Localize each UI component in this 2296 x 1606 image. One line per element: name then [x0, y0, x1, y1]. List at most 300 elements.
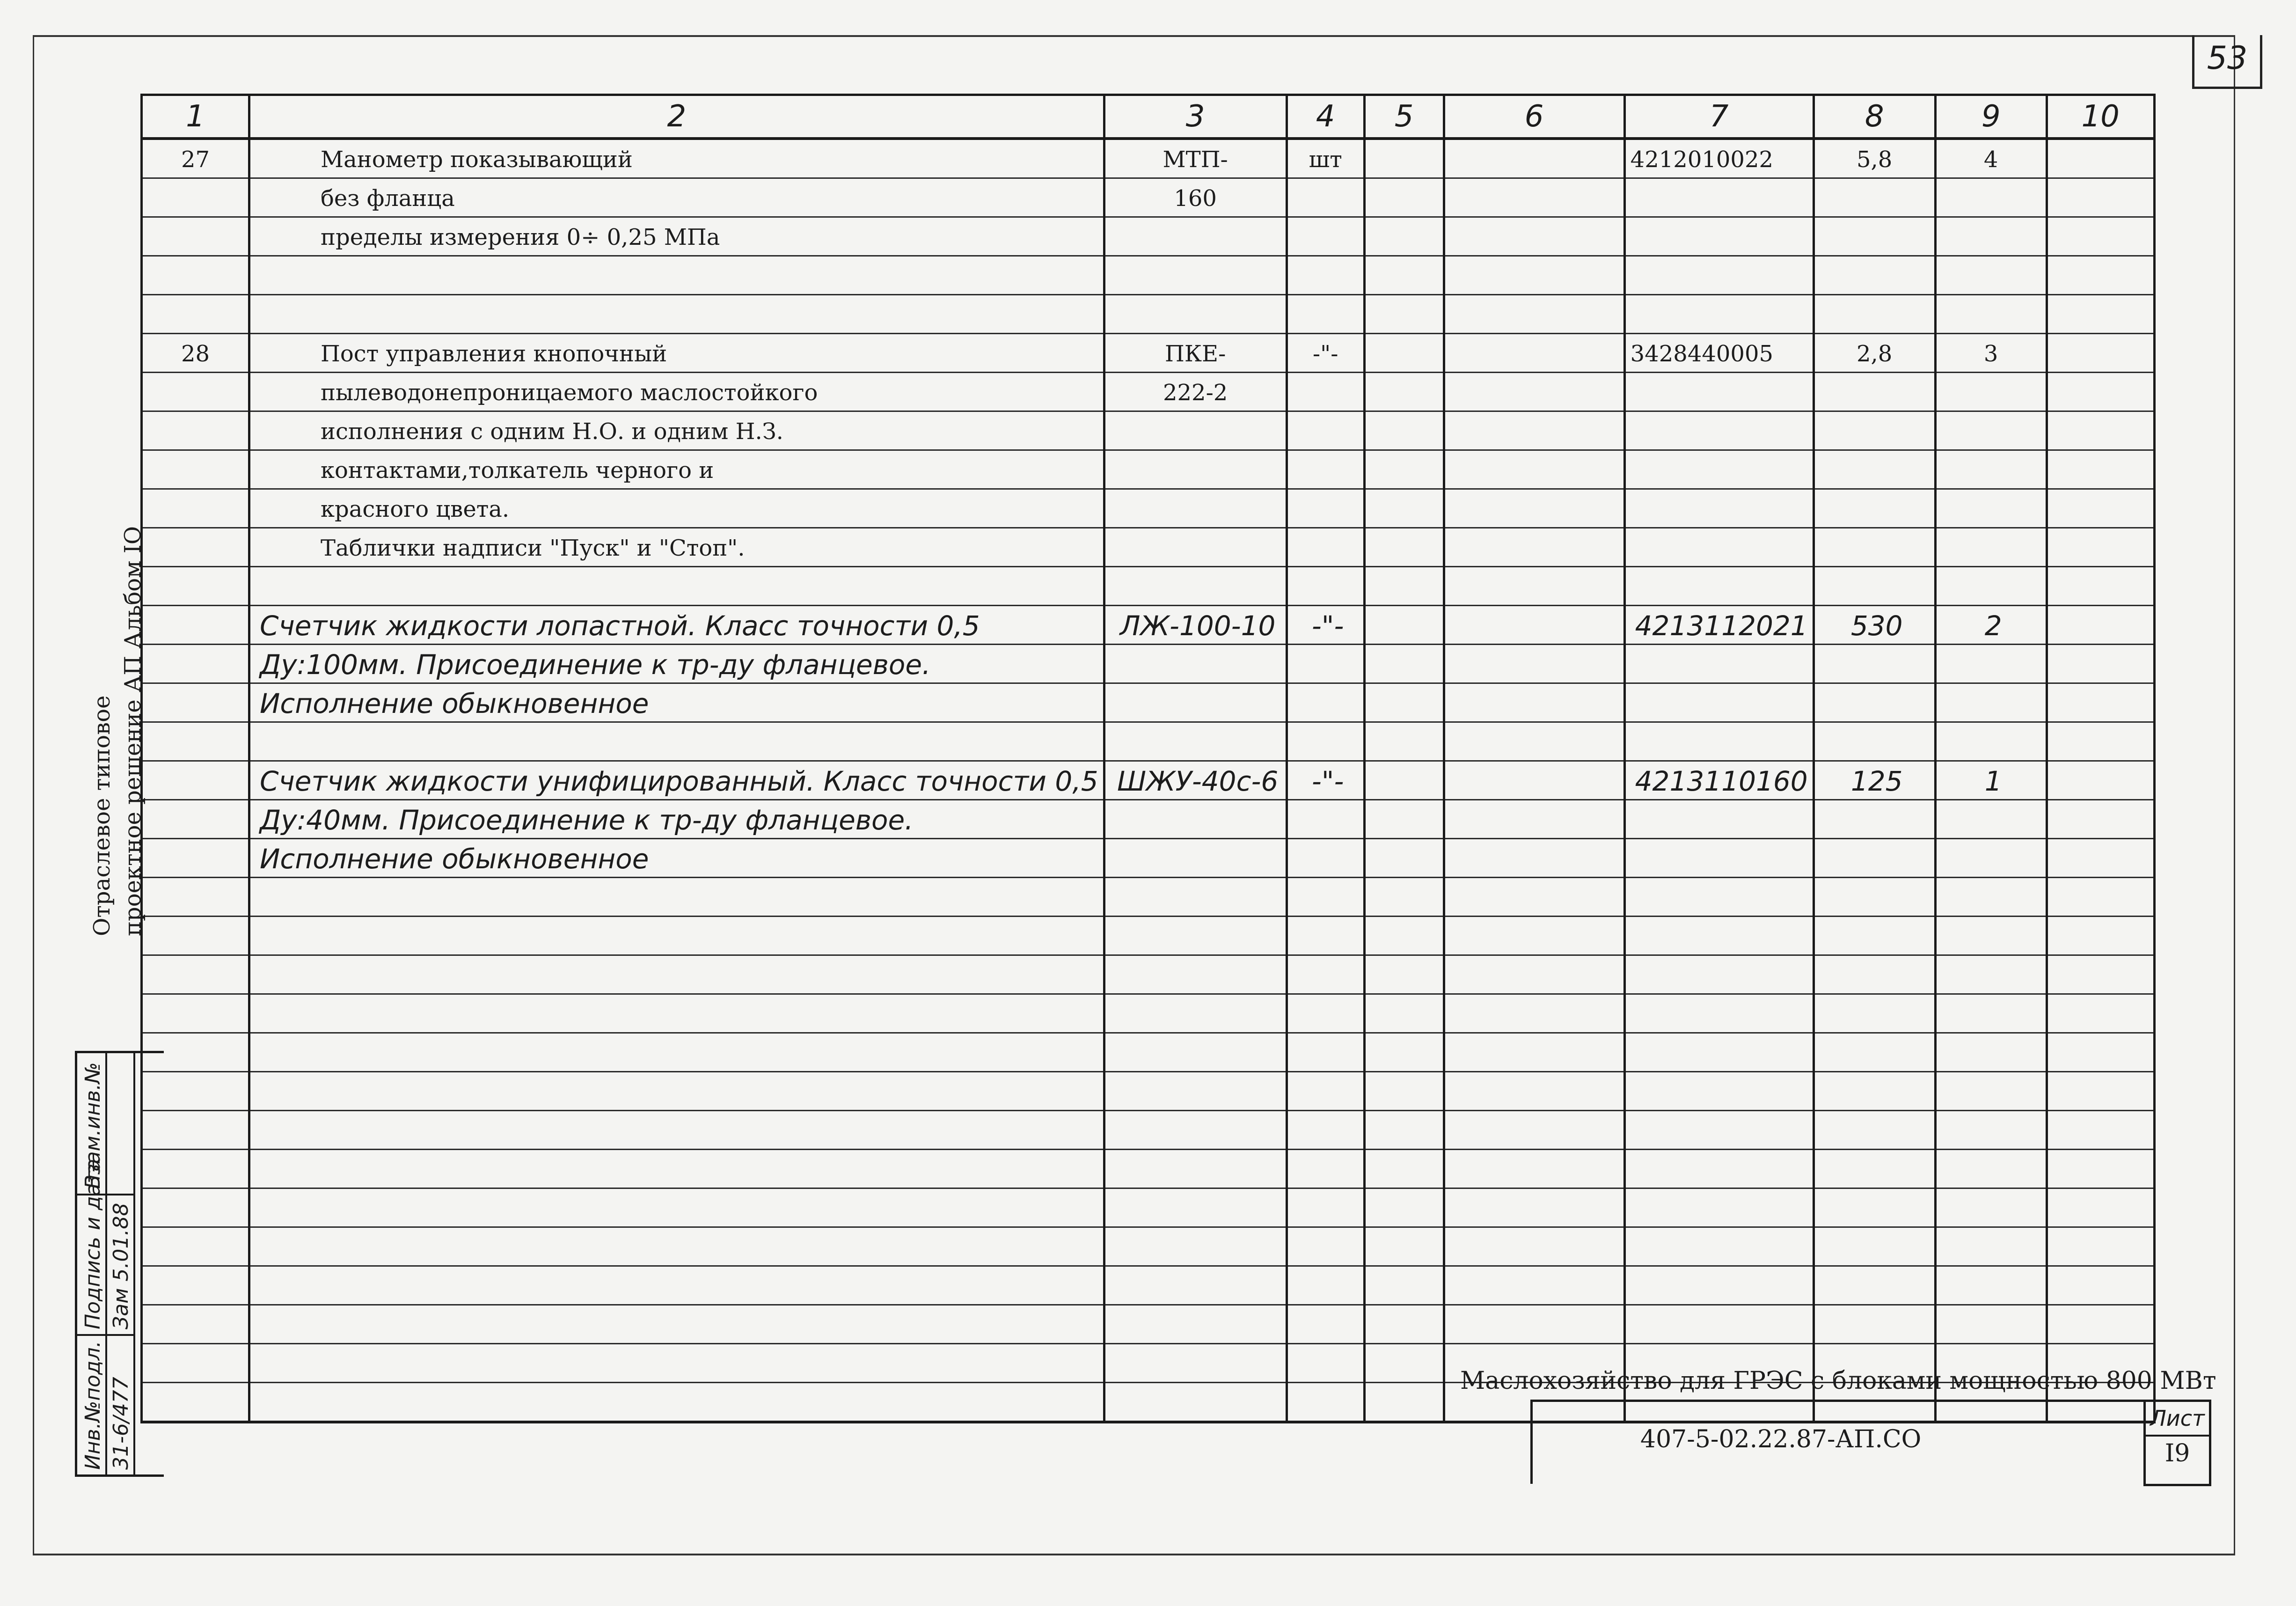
table-cell	[1813, 839, 1935, 878]
table-cell	[1813, 1072, 1935, 1111]
table-cell	[2047, 139, 2154, 178]
table-cell	[1813, 1305, 1935, 1344]
table-cell	[142, 373, 249, 411]
table-cell	[249, 1150, 1104, 1188]
table-row	[142, 489, 2155, 528]
table-cell	[1935, 683, 2047, 722]
table-cell	[1287, 567, 1364, 606]
table-cell	[1624, 1305, 1813, 1344]
table-cell	[2047, 1033, 2154, 1072]
table-row	[142, 178, 2155, 217]
table-cell	[1444, 878, 1624, 917]
table-cell	[1104, 450, 1287, 489]
table-cell	[1444, 1033, 1624, 1072]
stamp-signature-value: Зам 5.01.88	[109, 1203, 133, 1329]
table-row	[142, 450, 2155, 489]
table-cell	[249, 994, 1104, 1033]
table-cell	[1364, 994, 1444, 1033]
table-cell: контактами,толкатель черного и	[249, 450, 1104, 489]
table-cell	[1104, 295, 1287, 334]
table-row	[142, 645, 2155, 683]
table-cell: ЛЖ-100-10	[1104, 606, 1287, 645]
table-cell	[1364, 722, 1444, 761]
table-cell	[142, 761, 249, 800]
table-row	[142, 761, 2155, 800]
table-cell	[1287, 1033, 1364, 1072]
table-cell	[1444, 1266, 1624, 1305]
table-cell	[2047, 1227, 2154, 1266]
table-cell	[142, 489, 249, 528]
column-header-4: 4	[1287, 95, 1364, 139]
table-cell	[1813, 178, 1935, 217]
table-cell	[1935, 373, 2047, 411]
table-cell	[1104, 722, 1287, 761]
table-cell	[1104, 411, 1287, 450]
table-cell	[1287, 1305, 1364, 1344]
sheet-number: I9	[2164, 1439, 2190, 1467]
table-cell	[1364, 450, 1444, 489]
table-cell: -"-	[1287, 334, 1364, 373]
table-cell: 2,8	[1813, 334, 1935, 373]
table-cell: шт	[1287, 139, 1364, 178]
table-cell	[1444, 761, 1624, 800]
table-cell	[1813, 1111, 1935, 1150]
table-cell	[1935, 839, 2047, 878]
table-cell	[1444, 1111, 1624, 1150]
table-row	[142, 139, 2155, 178]
table-cell	[1287, 955, 1364, 994]
table-cell	[142, 178, 249, 217]
table-cell	[2047, 1188, 2154, 1227]
drawing-title: Маслохозяйство для ГРЭС с блоками мощностью 800 МВт	[1460, 1367, 2216, 1395]
table-cell: Ду:100мм. Присоединение к тр-ду фланцевое.	[249, 645, 1104, 683]
table-cell	[142, 256, 249, 295]
table-cell	[1624, 450, 1813, 489]
table-cell	[1104, 1072, 1287, 1111]
table-cell	[1813, 256, 1935, 295]
table-cell	[1624, 994, 1813, 1033]
table-cell: 222-2	[1104, 373, 1287, 411]
table-cell	[1935, 489, 2047, 528]
stamp-signature-header: Подпись и дата	[81, 1159, 105, 1329]
table-cell	[1444, 373, 1624, 411]
table-row	[142, 528, 2155, 567]
table-cell	[1444, 139, 1624, 178]
table-cell	[1364, 1227, 1444, 1266]
table-cell	[1813, 489, 1935, 528]
table-cell	[1287, 1111, 1364, 1150]
table-cell	[1624, 722, 1813, 761]
table-cell	[1104, 839, 1287, 878]
table-cell	[1935, 256, 2047, 295]
table-cell	[1813, 994, 1935, 1033]
table-cell	[1287, 839, 1364, 878]
table-cell	[1104, 917, 1287, 955]
table-cell: 2	[1935, 606, 2047, 645]
table-cell	[1935, 411, 2047, 450]
table-header-row	[142, 95, 2155, 139]
table-row	[142, 373, 2155, 411]
table-cell	[1624, 878, 1813, 917]
table-cell	[1364, 606, 1444, 645]
table-cell	[142, 878, 249, 917]
table-cell	[2047, 955, 2154, 994]
specification-table	[140, 94, 2156, 1423]
table-cell	[1935, 178, 2047, 217]
table-cell	[1364, 334, 1444, 373]
table-cell	[1364, 1188, 1444, 1227]
table-row	[142, 606, 2155, 645]
table-cell	[1813, 878, 1935, 917]
table-cell	[1813, 295, 1935, 334]
table-cell	[1364, 528, 1444, 567]
table-cell	[1104, 1305, 1287, 1344]
column-header-7: 7	[1624, 95, 1813, 139]
table-cell	[1935, 1072, 2047, 1111]
table-cell	[1364, 955, 1444, 994]
table-cell: ШЖУ-40с-6	[1104, 761, 1287, 800]
table-cell	[1287, 489, 1364, 528]
table-cell	[1444, 295, 1624, 334]
table-cell	[1104, 1266, 1287, 1305]
table-cell: ПКЕ-	[1104, 334, 1287, 373]
table-cell	[1364, 878, 1444, 917]
table-row	[142, 567, 2155, 606]
column-header-2: 2	[249, 95, 1104, 139]
table-cell	[1287, 256, 1364, 295]
table-cell	[249, 722, 1104, 761]
table-cell: пылеводонепроницаемого маслостойкого	[249, 373, 1104, 411]
table-cell: 125	[1813, 761, 1935, 800]
table-cell	[2047, 411, 2154, 450]
side-stamp	[75, 1051, 164, 1477]
table-cell	[1287, 528, 1364, 567]
table-cell	[1104, 1344, 1287, 1383]
table-cell	[1813, 1150, 1935, 1188]
table-cell	[249, 1227, 1104, 1266]
table-cell: красного цвета.	[249, 489, 1104, 528]
table-cell	[1444, 450, 1624, 489]
table-cell	[2047, 645, 2154, 683]
table-cell	[1364, 1383, 1444, 1423]
table-cell	[1364, 139, 1444, 178]
table-row	[142, 722, 2155, 761]
table-cell	[1104, 994, 1287, 1033]
table-cell	[1444, 256, 1624, 295]
table-cell	[2047, 683, 2154, 722]
table-cell	[1287, 1072, 1364, 1111]
table-cell	[1364, 217, 1444, 256]
table-cell	[2047, 994, 2154, 1033]
table-cell	[1935, 955, 2047, 994]
table-cell: МТП-	[1104, 139, 1287, 178]
table-row	[142, 994, 2155, 1033]
table-cell: Исполнение обыкновенное	[249, 839, 1104, 878]
table-cell	[2047, 1111, 2154, 1150]
table-cell: без фланца	[249, 178, 1104, 217]
table-cell	[1287, 645, 1364, 683]
stamp-replace-header: Взам.инв.№	[81, 1062, 105, 1189]
table-cell	[1287, 1344, 1364, 1383]
table-cell: 530	[1813, 606, 1935, 645]
table-cell	[1624, 528, 1813, 567]
table-cell	[249, 1111, 1104, 1150]
table-cell	[1287, 217, 1364, 256]
table-cell	[1104, 256, 1287, 295]
table-cell	[2047, 373, 2154, 411]
table-cell	[1624, 567, 1813, 606]
album-label-line1: Отраслевое типовое	[89, 695, 115, 936]
table-cell	[1813, 411, 1935, 450]
table-row	[142, 917, 2155, 955]
table-cell	[1364, 489, 1444, 528]
table-cell	[1287, 1266, 1364, 1305]
table-cell	[1813, 955, 1935, 994]
table-cell: 3	[1935, 334, 2047, 373]
table-cell	[1364, 917, 1444, 955]
table-row	[142, 1072, 2155, 1111]
table-cell	[1444, 645, 1624, 683]
table-cell	[1624, 1227, 1813, 1266]
table-cell	[1444, 411, 1624, 450]
table-cell	[1624, 295, 1813, 334]
table-cell	[1287, 178, 1364, 217]
table-cell	[1813, 217, 1935, 256]
table-cell	[142, 217, 249, 256]
table-cell	[1364, 1111, 1444, 1150]
table-cell	[1935, 722, 2047, 761]
table-cell	[1935, 878, 2047, 917]
table-cell: 4212010022	[1624, 139, 1813, 178]
sheet-box	[2143, 1400, 2211, 1486]
page-number: 53	[2207, 40, 2248, 77]
table-cell	[1935, 295, 2047, 334]
table-cell: -"-	[1287, 761, 1364, 800]
table-cell	[1287, 683, 1364, 722]
table-cell	[1624, 839, 1813, 878]
table-row	[142, 839, 2155, 878]
table-cell	[249, 1305, 1104, 1344]
table-cell	[1364, 373, 1444, 411]
table-cell	[1444, 606, 1624, 645]
table-cell	[1624, 373, 1813, 411]
table-cell: Таблички надписи "Пуск" и "Стоп".	[249, 528, 1104, 567]
table-cell	[1287, 1188, 1364, 1227]
table-cell	[142, 567, 249, 606]
sheet-label: Лист	[2146, 1402, 2209, 1437]
table-cell: пределы измерения 0÷ 0,25 МПа	[249, 217, 1104, 256]
table-cell	[1104, 878, 1287, 917]
stamp-inv-header: Инв.№подл.	[81, 1341, 105, 1470]
table-cell	[1624, 1188, 1813, 1227]
table-cell	[1444, 178, 1624, 217]
table-row	[142, 256, 2155, 295]
table-cell	[1813, 917, 1935, 955]
table-cell	[1287, 373, 1364, 411]
table-cell	[1444, 1227, 1624, 1266]
table-cell	[1364, 1344, 1444, 1383]
table-cell: Счетчик жидкости лопастной. Класс точности 0,5	[249, 606, 1104, 645]
table-cell	[2047, 1305, 2154, 1344]
table-cell	[1444, 800, 1624, 839]
table-cell: 1	[1935, 761, 2047, 800]
table-cell	[1935, 1111, 2047, 1150]
table-cell	[1624, 178, 1813, 217]
table-cell	[142, 917, 249, 955]
table-cell	[1935, 645, 2047, 683]
table-cell	[249, 1344, 1104, 1383]
table-cell	[1935, 217, 2047, 256]
table-cell	[1624, 917, 1813, 955]
table-row	[142, 878, 2155, 917]
table-cell	[1624, 411, 1813, 450]
table-cell	[2047, 217, 2154, 256]
table-cell	[1813, 1033, 1935, 1072]
album-label	[87, 526, 148, 936]
table-cell	[1624, 217, 1813, 256]
table-cell	[1813, 683, 1935, 722]
table-cell	[1364, 411, 1444, 450]
table-cell	[1287, 1150, 1364, 1188]
table-cell	[1624, 1033, 1813, 1072]
table-cell	[1104, 528, 1287, 567]
table-cell	[2047, 606, 2154, 645]
table-cell	[1935, 1150, 2047, 1188]
table-row	[142, 683, 2155, 722]
table-cell	[2047, 256, 2154, 295]
table-row	[142, 217, 2155, 256]
table-cell	[1444, 489, 1624, 528]
document-code: 407-5-02.22.87-АП.СО	[1640, 1425, 1922, 1453]
table-cell: 3428440005	[1624, 334, 1813, 373]
table-cell	[1935, 567, 2047, 606]
table-cell	[1104, 800, 1287, 839]
table-cell	[2047, 178, 2154, 217]
table-row	[142, 1111, 2155, 1150]
table-cell	[1104, 217, 1287, 256]
table-cell	[249, 1383, 1104, 1423]
table-row	[142, 334, 2155, 373]
table-cell	[1444, 994, 1624, 1033]
table-cell	[1624, 1072, 1813, 1111]
album-label-line2: проектное решение АП Альбом IO	[120, 526, 146, 936]
page-number-box	[2192, 35, 2262, 89]
table-cell	[2047, 722, 2154, 761]
table-cell	[2047, 1150, 2154, 1188]
table-cell	[1444, 528, 1624, 567]
table-cell	[1104, 1111, 1287, 1150]
table-cell	[142, 722, 249, 761]
table-cell	[1935, 1266, 2047, 1305]
table-cell	[1813, 373, 1935, 411]
table-cell	[1364, 839, 1444, 878]
table-cell	[1444, 917, 1624, 955]
table-cell	[1287, 800, 1364, 839]
table-cell	[142, 994, 249, 1033]
column-header-3: 3	[1104, 95, 1287, 139]
table-cell	[1364, 256, 1444, 295]
table-cell	[1104, 1383, 1287, 1423]
table-cell	[142, 839, 249, 878]
table-cell	[1935, 917, 2047, 955]
table-row	[142, 295, 2155, 334]
table-cell	[2047, 800, 2154, 839]
table-cell	[1364, 800, 1444, 839]
table-cell	[1104, 1188, 1287, 1227]
table-row	[142, 411, 2155, 450]
table-cell	[1104, 1227, 1287, 1266]
table-cell	[1104, 645, 1287, 683]
table-cell	[1444, 683, 1624, 722]
table-cell	[1364, 1266, 1444, 1305]
table-cell	[1813, 1227, 1935, 1266]
table-cell	[1364, 295, 1444, 334]
table-cell	[142, 450, 249, 489]
column-header-6: 6	[1444, 95, 1624, 139]
table-cell	[1444, 334, 1624, 373]
table-cell	[1444, 955, 1624, 994]
table-cell	[1813, 450, 1935, 489]
table-cell	[1287, 450, 1364, 489]
table-cell: 4213110160	[1624, 761, 1813, 800]
table-cell	[1444, 1150, 1624, 1188]
table-cell	[1813, 645, 1935, 683]
table-row	[142, 1266, 2155, 1305]
table-cell	[1287, 1383, 1364, 1423]
table-cell	[1813, 722, 1935, 761]
table-row	[142, 1150, 2155, 1188]
table-cell	[249, 878, 1104, 917]
table-cell	[1364, 683, 1444, 722]
table-cell	[2047, 1072, 2154, 1111]
table-cell	[2047, 450, 2154, 489]
table-cell	[1287, 1227, 1364, 1266]
table-cell	[2047, 489, 2154, 528]
table-cell	[1813, 1188, 1935, 1227]
table-cell	[1364, 1033, 1444, 1072]
table-cell	[249, 295, 1104, 334]
table-cell	[1104, 955, 1287, 994]
table-cell	[1444, 1305, 1624, 1344]
table-cell	[1624, 256, 1813, 295]
table-cell	[1444, 567, 1624, 606]
table-cell	[1935, 1227, 2047, 1266]
table-cell	[142, 955, 249, 994]
table-cell	[1935, 994, 2047, 1033]
table-cell	[249, 1033, 1104, 1072]
table-cell	[2047, 295, 2154, 334]
table-row	[142, 1227, 2155, 1266]
table-cell	[142, 295, 249, 334]
table-row	[142, 1188, 2155, 1227]
table-cell	[1287, 722, 1364, 761]
table-cell	[142, 411, 249, 450]
table-cell	[142, 606, 249, 645]
table-cell	[1444, 217, 1624, 256]
table-cell	[1935, 800, 2047, 839]
table-cell	[1624, 1150, 1813, 1188]
table-cell: 5,8	[1813, 139, 1935, 178]
column-header-1: 1	[142, 95, 249, 139]
table-row	[142, 800, 2155, 839]
table-cell	[142, 528, 249, 567]
table-cell	[1287, 917, 1364, 955]
table-cell	[1935, 1188, 2047, 1227]
column-header-8: 8	[1813, 95, 1935, 139]
table-cell	[1935, 528, 2047, 567]
table-cell: -"-	[1287, 606, 1364, 645]
table-cell	[2047, 839, 2154, 878]
